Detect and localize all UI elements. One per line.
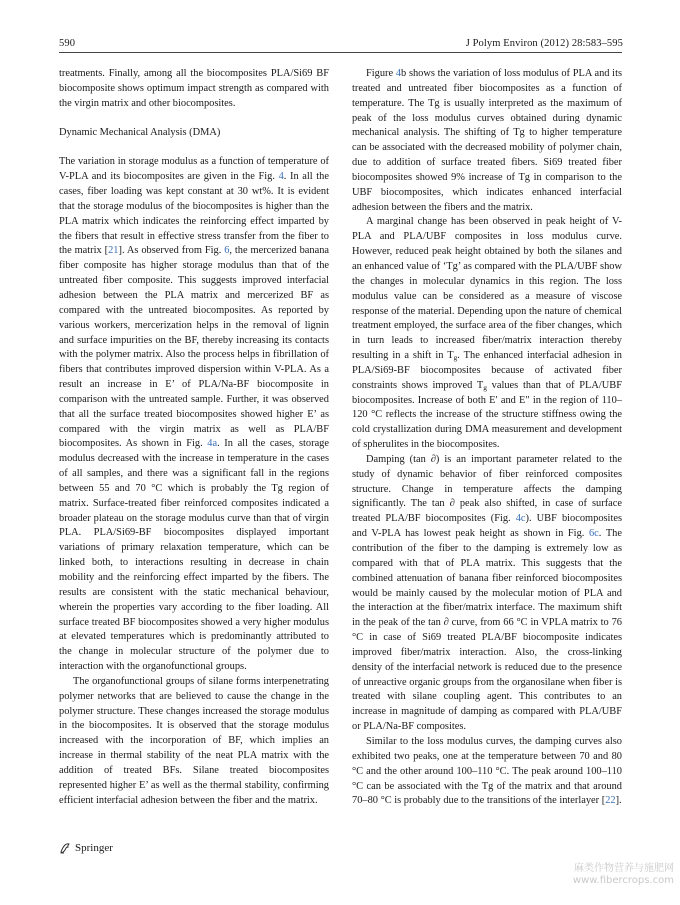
text-run: values than that of PLA/UBF biocomposites. Increase of both E′ and E″ in the region of 110–120 °C reflects the increase of the structure stiffness owing the cold crystallization during DMA measurement and development of spherulites in the biocomposites. [352, 379, 622, 451]
text-run: . The enhanced interfacial adhesion in PLA/Si69-BF biocomposites because of activated fiber constraints shows improved T [352, 350, 622, 391]
page-number: 590 [59, 38, 76, 49]
text-run: Damping (tan ∂) is an important parameter related to the study of dynamic behavior of fiber reinforced composites structure. Change in temperature affects the damping significantly. The tan ∂ peak also shifted, in case of surface treated PLA/BF biocomposites (Fig. [352, 453, 622, 525]
paragraph [59, 155, 329, 675]
text-run: . In all the cases, storage modulus decreased with the increase in temperature in the cases of all samples, and there was a significant fall in the regions between 55 and 70 °C which is probably the Tg region of matrix. Surface-treated fiber reinforced composites indicated a broader plateau on the storage modulus curve than that of virgin PLA. PLA/Si69-BF biocomposites displayed important variations of primary relaxation temperature, which can be linked both, to interactions resulting in decrease in chain mobility and the reinforcing effect imparted by the fibers. The results are consistent with the static mechanical behaviour, wherein the properties vary according to the fiber loading. All surface treated BF biocomposites showed a very higher modulus at elevated temperatures which is predominantly attributed to the change in molecular structure of the polymer due to interaction with the organofunctional groups. [59, 438, 329, 673]
watermark-line: www.fibercrops.com [572, 875, 674, 886]
paragraph-text: The organofunctional groups of silane forms interpenetrating polymer networks that are believed to cause the change in the polymer structure. These changes increased the storage modulus in the biocomposites. It is observed that the storage modulus increased with the incorporation of BF, which implies an increase in thermal stability of the neat PLA matrix with the addition of treated BFs. Silane treated biocomposites represented higher E’ as well as the thermal stability, confirming efficient interfacial adhesion between the fiber and the matrix. [59, 675, 329, 806]
paragraph [59, 67, 329, 112]
text-run: . In all the cases, fiber loading was kept constant at 30 wt%. It is evident that the storage modulus of the biocomposites is higher than the PLA matrix which indicates the reinforcing effect imparted by the fibers that result in effective stress transfer from the fiber to the matrix [ [59, 171, 329, 257]
right-column [352, 67, 622, 809]
text-run: ]. [615, 795, 622, 807]
paragraph [352, 735, 622, 809]
paragraph [352, 215, 622, 453]
text-run: ). UBF biocomposites and V-PLA has lowest peak height as shown in Fig. [352, 513, 622, 540]
subscript: g [453, 353, 458, 363]
paragraph [352, 67, 622, 215]
text-run: Similar to the loss modulus curves, the damping curves also exhibited two peaks, one at the temperature between 70 and 80 °C and the other around 100–110 °C. The peak around 100–110 °C can be associated with the Tg of the matrix and that around 70–80 °C is probably due to the transitions of the interlayer [ [352, 735, 622, 807]
text-run: ]. As observed from Fig. [118, 245, 225, 257]
figure-link[interactable]: 4c [515, 513, 526, 525]
text-run: b shows the variation of loss modulus of PLA and its treated and untreated fiber biocomposites as a function of temperature. The Tg is usually interpreted as the maximum of peak of the loss modulus curves obtained during dynamic mechanical analysis. The shifting of Tg to higher temperature can be associated with the decreased mobility of polymer chain, due to addition of surface treated fibers. Si69 treated fiber biocomposites showed 9% increase of Tg in comparison to the UBF biocomposites, which indicates enhanced interfacial adhesion between the fibers and the matrix. [352, 68, 622, 213]
publisher-footer [59, 842, 113, 854]
text-run: A marginal change has been observed in peak height of V-PLA and PLA/UBF composites in loss modulus curve. However, reduced peak height obtained by both the silanes and an enhanced value of ‘Tg’ as compared with the PLA/UBF show the changes in molecular dynamics in this region. The loss modulus value can be considered as a measure of viscose response of the material. Depending upon the nature of chemical treatment employed, the surface area of the fiber changes, which in turn leads to increased fiber/matrix interaction thereby resulting in a shift in T [352, 216, 622, 362]
left-column [59, 67, 329, 809]
figure-link[interactable]: 4 [395, 68, 402, 79]
running-header: J Polym Environ (2012) 28:583–595 [465, 38, 623, 49]
springer-horse-icon [59, 842, 71, 854]
watermark-line: 麻类作物营养与施肥网 [574, 863, 674, 874]
citation-link[interactable]: 22 [605, 795, 616, 807]
subscript: g [483, 382, 487, 392]
citation-link[interactable]: 21 [108, 245, 119, 257]
figure-link[interactable]: 6 [224, 245, 230, 257]
text-run: Figure [366, 68, 396, 79]
text-run: , the mercerized banana fiber composite has higher storage modulus than that of the untreated fiber composite. This suggests improved interfacial adhesion between the PLA matrix and mercerized BF as compared with the untreated biocomposites. As reported by various workers, mercerization helps in the removal of lignin and surface impurities on the BF, thereby increasing its contacts with the polymer matrix. Also the process helps in fibrillation of fibers that contributes improved dispersion within V-PLA. As a result an increase in E’ of PLA/Na-BF biocomposite in comparison with the untreated sample. Further, it was observed that all the surface treated biocomposites showed higher E’ as compared with the virgin matrix as well as PLA/BF biocomposites. As shown in Fig. [59, 245, 329, 450]
site-watermark [573, 863, 674, 887]
figure-link[interactable]: 6c [588, 528, 599, 540]
figure-link[interactable]: 4 [278, 171, 284, 183]
section-heading: Dynamic Mechanical Analysis (DMA) [59, 126, 221, 138]
paragraph [352, 453, 622, 735]
paragraph [59, 675, 329, 809]
publisher-name: Springer [75, 842, 113, 854]
paragraph-text: treatments. Finally, among all the biocomposites PLA/Si69 BF biocomposite shows optimum impact strength as compared with the virgin matrix and other biocomposites. [59, 68, 329, 109]
figure-link[interactable]: 4a [207, 438, 218, 450]
text-run: . The contribution of the fiber to the damping is extremely low as compared with that of PLA matrix. This suggests that the combined attenuation of banana fiber reinforced biocomposites would be mainly caused by the molecular motion of PLA and the interaction at the fiber/matrix interface. The maximum shift in the peak of the tan ∂ curve, from 66 °C in VPLA matrix to 76 °C in case of Si69 treated PLA/BF biocomposite indicates improved fiber/matrix interaction. Also, the cross-linking density of the interfacial network is reduced due to the presence of unreactive organic groups from the organosilane when fiber is treated with silane coupling agent. This contributes to an increase in magnitude of damping as compared with PLA/UBF or PLA/Na-BF composites. [352, 528, 622, 733]
text-run: The variation in storage modulus as a function of temperature of V-PLA and its biocomposites are given in the Fig. [59, 156, 329, 183]
header-rule [59, 52, 622, 53]
